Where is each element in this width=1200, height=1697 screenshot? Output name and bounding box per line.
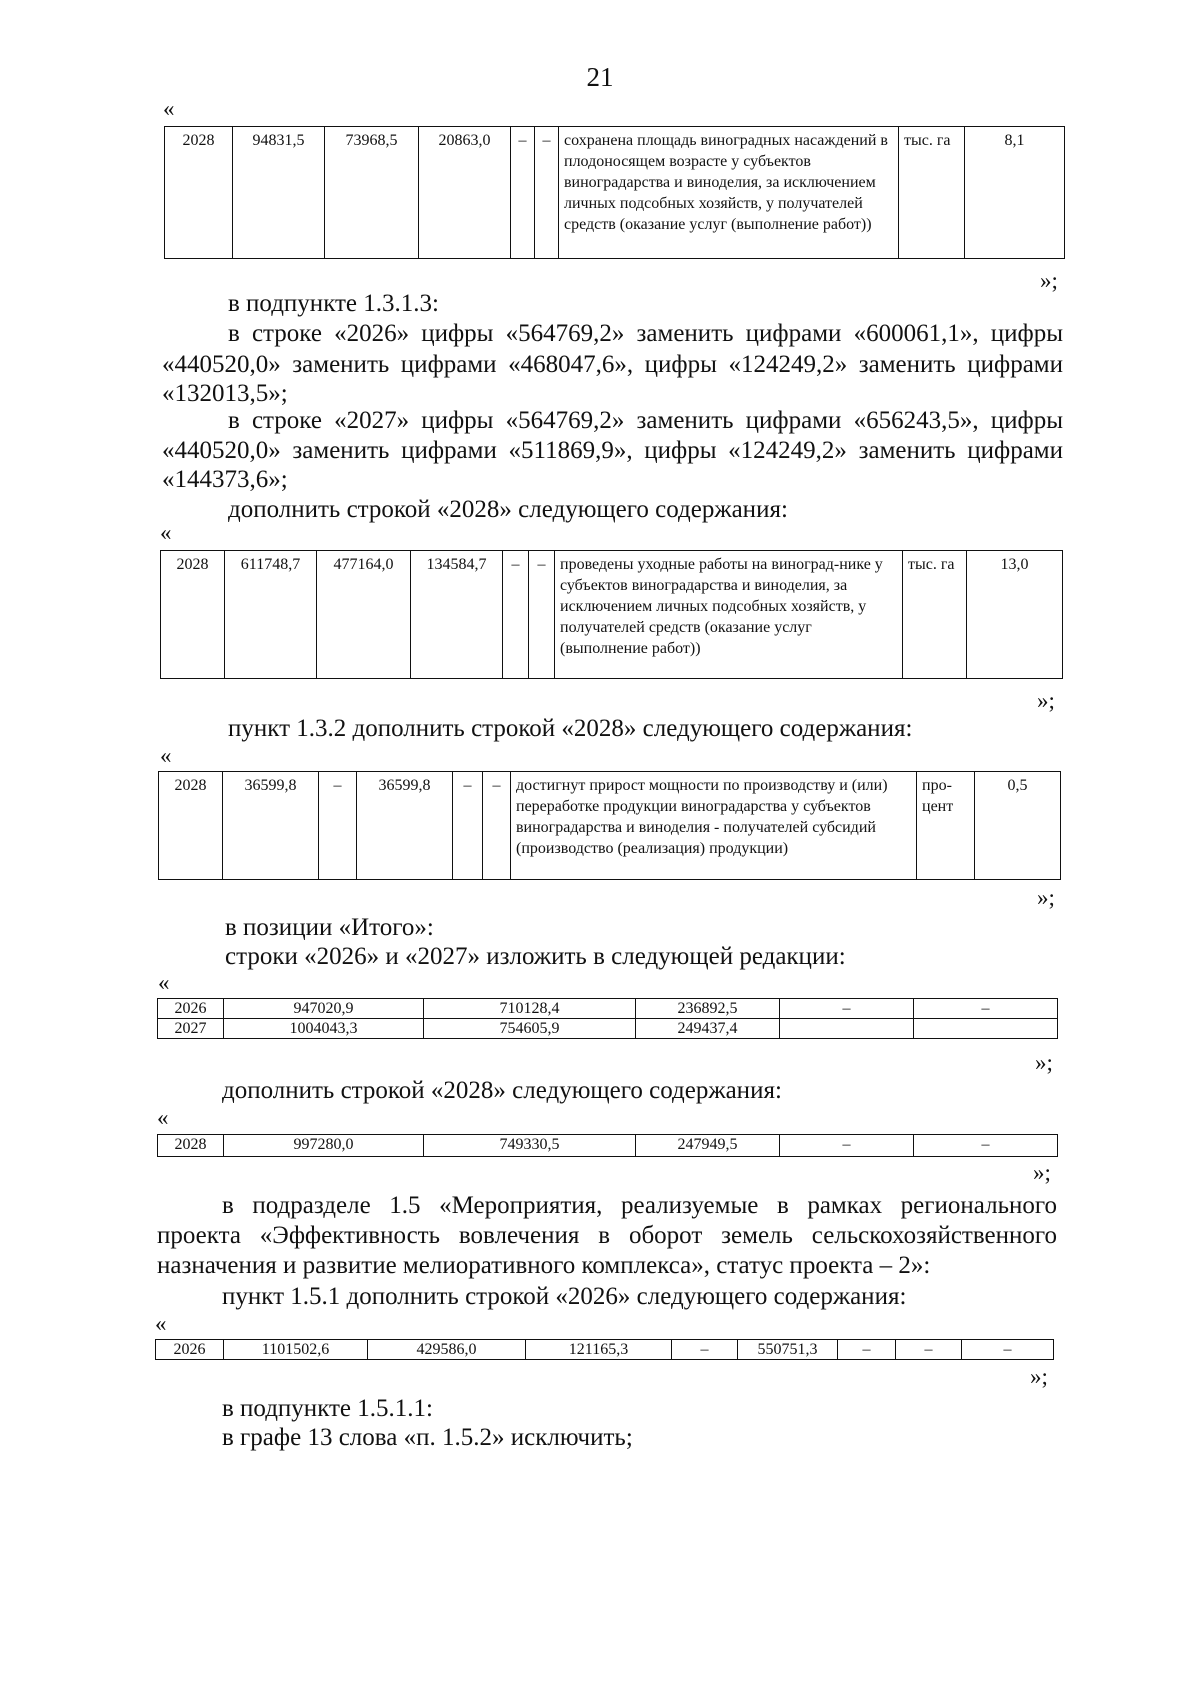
cell-indicator: 0,5	[975, 772, 1061, 880]
cell-indicator: 8,1	[965, 127, 1065, 259]
open-quote: «	[158, 970, 170, 995]
cell-year: 2027	[158, 1019, 224, 1039]
table-row-2028-grapes-area	[164, 126, 1065, 259]
paragraph: в подпункте 1.3.1.3:	[228, 290, 439, 317]
close-quote: »;	[1030, 1364, 1048, 1389]
cell-value: 121165,3	[526, 1340, 672, 1360]
paragraph: строки «2026» и «2027» изложить в следующей редакции:	[225, 943, 846, 970]
table-row-2028-vineyard-care	[160, 550, 1063, 679]
close-quote: »;	[1033, 1160, 1051, 1185]
cell-year: 2026	[156, 1340, 224, 1360]
paragraph: в позиции «Итого»:	[225, 914, 434, 941]
cell-dash: –	[672, 1340, 738, 1360]
cell-year: 2028	[158, 1135, 224, 1157]
cell-value: 73968,5	[325, 127, 419, 259]
paragraph: дополнить строкой «2028» следующего содержания:	[222, 1077, 782, 1104]
cell-value: 20863,0	[419, 127, 511, 259]
paragraph: пункт 1.5.1 дополнить строкой «2026» следующего содержания:	[222, 1283, 907, 1310]
cell-value: 611748,7	[225, 551, 317, 679]
cell-value: 247949,5	[636, 1135, 780, 1157]
close-quote: »;	[1037, 885, 1055, 910]
cell-dash: –	[503, 551, 529, 679]
close-quote: »;	[1040, 268, 1058, 293]
cell-dash: –	[319, 772, 357, 880]
cell-unit: про-цент	[917, 772, 975, 880]
table-row-2028-capacity-growth	[158, 771, 1061, 880]
cell-dash: –	[511, 127, 535, 259]
paragraph: «440520,0» заменить цифрами «468047,6», цифры «124249,2» заменить цифрами	[162, 351, 1063, 378]
paragraph: дополнить строкой «2028» следующего содержания:	[228, 496, 788, 523]
cell-dash: –	[483, 772, 511, 880]
cell-unit: тыс. га	[899, 127, 965, 259]
cell-year: 2028	[159, 772, 223, 880]
cell-value: 1004043,3	[224, 1019, 424, 1039]
cell-value: 134584,7	[411, 551, 503, 679]
open-quote: «	[160, 743, 172, 768]
cell-value: 710128,4	[424, 999, 636, 1019]
open-quote: «	[155, 1311, 167, 1336]
open-quote: «	[157, 1105, 169, 1130]
paragraph: в графе 13 слова «п. 1.5.2» исключить;	[222, 1424, 633, 1451]
cell-dash: –	[780, 1135, 914, 1157]
cell-year: 2028	[165, 127, 233, 259]
cell-dash: –	[535, 127, 559, 259]
cell-value: 249437,4	[636, 1019, 780, 1039]
cell-description: проведены уходные работы на виноград-нике у субъектов виноградарства и виноделия, за исключением личных подсобных хозяйств, у получателей средств (оказание услуг (выполнение работ))	[555, 551, 903, 679]
cell-dash: –	[838, 1340, 896, 1360]
cell-description: достигнут прирост мощности по производству и (или) переработке продукции виноградарства у субъектов виноградарства и виноделия - получателей субсидий (производство (реализация) продукции)	[511, 772, 917, 880]
paragraph: в строке «2027» цифры «564769,2» заменить цифрами «656243,5», цифры	[228, 407, 1063, 434]
paragraph: в подпункте 1.5.1.1:	[222, 1395, 433, 1422]
cell-empty	[914, 1019, 1058, 1039]
cell-value: 754605,9	[424, 1019, 636, 1039]
paragraph: назначения и развитие мелиоративного комплекса», статус проекта – 2»:	[157, 1252, 931, 1279]
table-itogo-2028	[157, 1134, 1058, 1157]
page-number: 21	[586, 62, 614, 92]
close-quote: »;	[1037, 688, 1055, 713]
cell-value: 947020,9	[224, 999, 424, 1019]
paragraph: в подразделе 1.5 «Мероприятия, реализуемые в рамках регионального	[222, 1192, 1057, 1219]
paragraph: в строке «2026» цифры «564769,2» заменить цифрами «600061,1», цифры	[228, 320, 1063, 347]
paragraph: «440520,0» заменить цифрами «511869,9», цифры «124249,2» заменить цифрами	[162, 437, 1063, 464]
table-itogo-2026-2027	[157, 998, 1058, 1039]
cell-dash: –	[453, 772, 483, 880]
paragraph: пункт 1.3.2 дополнить строкой «2028» следующего содержания:	[228, 715, 913, 742]
open-quote: «	[160, 520, 172, 545]
cell-value: 477164,0	[317, 551, 411, 679]
close-quote: »;	[1035, 1050, 1053, 1075]
cell-value: 429586,0	[368, 1340, 526, 1360]
paragraph: «132013,5»;	[162, 380, 288, 407]
cell-value: 36599,8	[357, 772, 453, 880]
cell-empty	[780, 1019, 914, 1039]
cell-value: 997280,0	[224, 1135, 424, 1157]
cell-dash: –	[914, 1135, 1058, 1157]
cell-year: 2026	[158, 999, 224, 1019]
cell-dash: –	[962, 1340, 1054, 1360]
cell-value: 236892,5	[636, 999, 780, 1019]
table-row-2026-melioration	[155, 1339, 1054, 1360]
cell-value: 550751,3	[738, 1340, 838, 1360]
paragraph: проекта «Эффективность вовлечения в оборот земель сельскохозяйственного	[157, 1222, 1057, 1249]
cell-unit: тыс. га	[903, 551, 967, 679]
cell-dash: –	[529, 551, 555, 679]
open-quote: «	[163, 96, 175, 121]
cell-value: 1101502,6	[224, 1340, 368, 1360]
cell-year: 2028	[161, 551, 225, 679]
cell-value: 94831,5	[233, 127, 325, 259]
cell-value: 36599,8	[223, 772, 319, 880]
cell-indicator: 13,0	[967, 551, 1063, 679]
cell-dash: –	[780, 999, 914, 1019]
cell-description: сохранена площадь виноградных насаждений в плодоносящем возрасте у субъектов виноградарства и виноделия, за исключением личных подсобных хозяйств, у получателей средств (оказание услуг (выполнение работ))	[559, 127, 899, 259]
cell-value: 749330,5	[424, 1135, 636, 1157]
cell-dash: –	[896, 1340, 962, 1360]
paragraph: «144373,6»;	[162, 466, 288, 493]
cell-dash: –	[914, 999, 1058, 1019]
